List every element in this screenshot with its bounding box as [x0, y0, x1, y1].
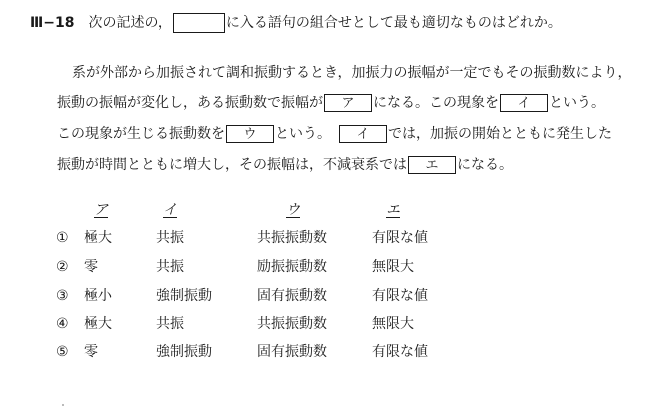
option-cell-a: 零	[84, 344, 98, 360]
passage-line-2	[57, 93, 605, 113]
passage-line-1	[72, 63, 631, 83]
option-cell-i: 共振	[156, 259, 184, 275]
option-cell-a: 極大	[84, 316, 112, 332]
blank-box-a: ア	[324, 94, 372, 112]
option-number: ②	[56, 259, 69, 275]
option-number: ④	[56, 316, 69, 332]
passage-text: という。	[549, 95, 605, 111]
option-number: ③	[56, 288, 69, 304]
stem-blank-box	[173, 13, 225, 33]
option-cell-u: 励振振動数	[257, 259, 327, 275]
passage-text: 振動の振幅が変化し，ある振動数で振幅が	[57, 95, 323, 111]
option-cell-e: 有限な値	[372, 288, 428, 304]
question-number: Ⅲ−18	[30, 15, 75, 31]
blank-box-u: ウ	[226, 125, 274, 143]
passage-text: という。	[275, 126, 331, 142]
blank-box-e: エ	[408, 156, 456, 174]
option-cell-i: 強制振動	[156, 344, 212, 360]
passage-text: では，加振の開始とともに発生した	[388, 126, 612, 142]
question-stem	[30, 13, 562, 33]
stem-before: 次の記述の，	[88, 15, 172, 31]
passage-text: になる。この現象を	[373, 95, 499, 111]
option-cell-a: 零	[84, 259, 98, 275]
blank-box-i-2: イ	[339, 125, 387, 143]
passage-line-4	[57, 155, 513, 175]
header-i: イ	[163, 202, 177, 218]
option-cell-i: 強制振動	[156, 288, 212, 304]
option-number: ⑤	[56, 344, 69, 360]
option-cell-i: 共振	[156, 230, 184, 246]
passage-text: この現象が生じる振動数を	[57, 126, 225, 142]
option-cell-e: 有限な値	[372, 230, 428, 246]
option-cell-e: 無限大	[372, 316, 414, 332]
option-cell-u: 固有振動数	[257, 288, 327, 304]
header-a: ア	[94, 202, 108, 218]
option-cell-i: 共振	[156, 316, 184, 332]
option-number: ①	[56, 230, 69, 246]
passage-text: 系が外部から加振されて調和振動するとき，加振力の振幅が一定でもその振動数により，	[72, 65, 632, 81]
header-u: ウ	[286, 202, 300, 218]
option-cell-a: 極大	[84, 230, 112, 246]
blank-box-i: イ	[500, 94, 548, 112]
passage-text: になる。	[457, 157, 513, 173]
option-cell-u: 固有振動数	[257, 344, 327, 360]
option-cell-u: 共振振動数	[257, 230, 327, 246]
header-e: エ	[386, 202, 400, 218]
option-cell-a: 極小	[84, 288, 112, 304]
scan-speck	[62, 404, 64, 406]
option-cell-e: 有限な値	[372, 344, 428, 360]
option-cell-u: 共振振動数	[257, 316, 327, 332]
option-cell-e: 無限大	[372, 259, 414, 275]
stem-after: に入る語句の組合せとして最も適切なものはどれか。	[225, 15, 562, 31]
passage-line-3	[57, 124, 612, 144]
passage-text: 振動が時間とともに増大し，その振幅は，不減衰系では	[57, 157, 407, 173]
